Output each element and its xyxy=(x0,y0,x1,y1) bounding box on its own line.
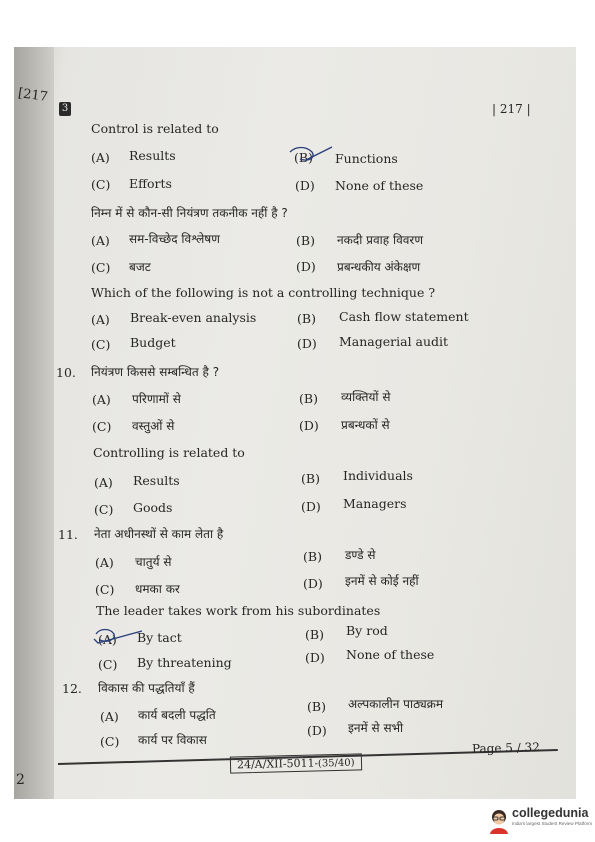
option-c-key: (C) xyxy=(91,177,111,192)
option-b-text: Cash flow statement xyxy=(339,309,469,324)
left-page-tag: [217 xyxy=(17,85,49,106)
option-d-text: इनमें से सभी xyxy=(348,721,404,735)
option-b-key: (B) xyxy=(297,311,316,326)
option-c-text: Goods xyxy=(133,500,173,515)
margin-mark: 2 xyxy=(16,772,25,788)
option-c-text: बजट xyxy=(129,260,151,274)
option-b-key: (B) xyxy=(301,471,320,486)
option-d-key: (D) xyxy=(295,178,315,193)
question-9b-english: Which of the following is not a controlling technique ? xyxy=(91,285,436,300)
collegedunia-logo xyxy=(488,800,595,842)
option-b-text: By rod xyxy=(346,623,388,638)
option-b-text: नकदी प्रवाह विवरण xyxy=(337,233,424,247)
option-c-key: (C) xyxy=(92,419,112,434)
option-b-key: (B) xyxy=(305,627,324,642)
option-d-text: None of these xyxy=(346,647,435,662)
student-avatar-icon xyxy=(488,808,510,834)
option-a-key: (A) xyxy=(91,150,110,165)
brand-name: collegedunia xyxy=(512,806,589,820)
option-b-key: (B) xyxy=(303,549,322,564)
paper-code: 24/A/XII-5011 xyxy=(236,756,315,772)
option-d-key: (D) xyxy=(296,259,316,274)
option-d-text: Managers xyxy=(343,496,407,511)
question-10-number: 10. xyxy=(56,365,76,380)
option-a-text: Results xyxy=(133,473,180,488)
option-a-text: कार्य बदली पद्धति xyxy=(138,708,216,722)
option-a-key: (A) xyxy=(92,392,111,407)
option-c-text: धमका कर xyxy=(135,582,180,596)
option-b-key: (B) xyxy=(299,391,318,406)
option-a-key: (A) xyxy=(91,233,110,248)
answer-tick-mark xyxy=(286,144,336,164)
question-page xyxy=(56,47,576,799)
option-c-key: (C) xyxy=(100,734,120,749)
option-b-key: (B) xyxy=(307,699,326,714)
option-c-key: (C) xyxy=(91,337,111,352)
option-b-key: (B) xyxy=(296,233,315,248)
option-c-text: Budget xyxy=(130,335,176,350)
option-c-key: (C) xyxy=(91,260,111,275)
option-c-text: Efforts xyxy=(129,176,172,191)
option-d-key: (D) xyxy=(297,336,317,351)
option-b-text: अल्पकालीन पाठ्यक्रम xyxy=(348,697,444,711)
option-b-text: Individuals xyxy=(343,468,413,483)
option-c-text: वस्तुओं से xyxy=(132,419,175,433)
previous-page-edge xyxy=(14,47,54,799)
option-d-key: (D) xyxy=(299,418,319,433)
right-page-tag: | 217 | xyxy=(492,102,531,116)
question-11-english: The leader takes work from his subordinates xyxy=(96,603,381,618)
option-d-key: (D) xyxy=(301,499,321,514)
option-d-text: Managerial audit xyxy=(339,334,449,349)
question-11-number: 11. xyxy=(58,527,78,542)
question-9-english: Control is related to xyxy=(91,121,219,136)
option-d-key: (D) xyxy=(307,723,327,738)
option-b-key: (B) xyxy=(294,150,313,165)
option-b-text: डण्डे से xyxy=(345,548,376,562)
left-page-badge-text: 3 xyxy=(61,103,69,114)
option-c-text: By threatening xyxy=(137,655,232,670)
paper-code-suffix: -(35/40) xyxy=(314,757,355,770)
question-10-english: Controlling is related to xyxy=(93,445,245,460)
question-11-hindi: नेता अधीनस्थों से काम लेता है xyxy=(94,527,224,541)
paper-code-box xyxy=(230,753,362,773)
option-b-text: Functions xyxy=(335,151,398,166)
option-a-text: चातुर्य से xyxy=(135,555,172,569)
option-c-text: कार्य पर विकास xyxy=(138,733,207,747)
option-d-key: (D) xyxy=(305,650,325,665)
option-a-text: सम-विच्छेद विश्लेषण xyxy=(129,232,220,246)
answer-tick-mark xyxy=(90,625,150,647)
option-d-text: None of these xyxy=(335,178,424,193)
option-a-key: (A) xyxy=(100,709,119,724)
option-a-key: (A) xyxy=(95,555,114,570)
option-a-text: परिणामों से xyxy=(132,392,181,406)
option-a-text: By tact xyxy=(137,630,182,645)
page-number: Page 5 / 32 xyxy=(471,740,541,756)
option-d-text: प्रबन्धकीय अंकेक्षण xyxy=(337,260,421,274)
option-a-text: Break-even analysis xyxy=(130,310,257,325)
question-12-hindi: विकास की पद्धतियाँ हैं xyxy=(98,681,195,695)
brand-tagline: India's largest Student Review Platform xyxy=(512,821,593,826)
question-9b-hindi: निम्न में से कौन-सी नियंत्रण तकनीक नहीं है ? xyxy=(91,206,288,220)
option-a-key: (A) xyxy=(91,312,110,327)
question-12-number: 12. xyxy=(62,681,82,696)
question-10-hindi: नियंत्रण किससे सम्बन्धित है ? xyxy=(91,365,220,379)
option-d-key: (D) xyxy=(303,576,323,591)
option-b-text: व्यक्तियों से xyxy=(341,390,391,404)
option-c-key: (C) xyxy=(94,502,114,517)
option-d-text: इनमें से कोई नहीं xyxy=(345,574,419,588)
option-d-text: प्रबन्धकों से xyxy=(341,418,390,432)
option-a-key: (A) xyxy=(98,632,117,647)
option-a-text: Results xyxy=(129,148,176,163)
option-c-key: (C) xyxy=(95,582,115,597)
option-c-key: (C) xyxy=(98,657,118,672)
option-a-key: (A) xyxy=(94,475,113,490)
